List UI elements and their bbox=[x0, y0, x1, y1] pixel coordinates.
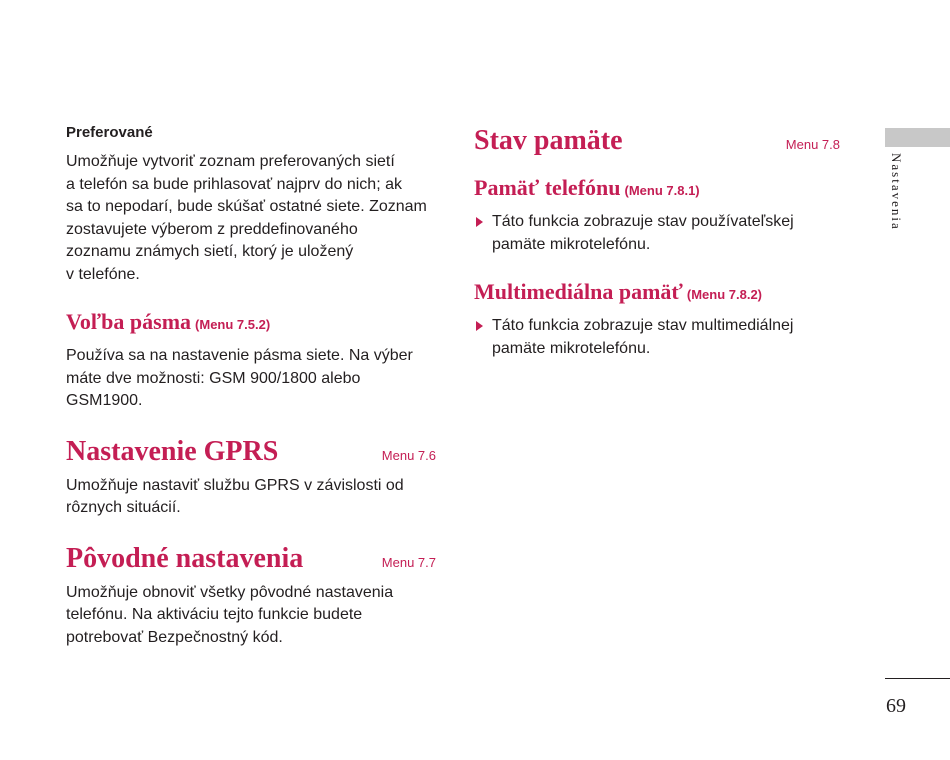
bullet-triangle-icon bbox=[476, 217, 483, 227]
section-volba-pasma bbox=[66, 308, 436, 413]
gprs-text: Umožňuje nastaviť službu GPRS v závislosti od rôznych situácií. bbox=[66, 476, 404, 516]
preferovane-heading: Preferované bbox=[66, 124, 153, 141]
right-column bbox=[474, 124, 840, 360]
multimedialna-menu: (Menu 7.8.2) bbox=[686, 287, 762, 302]
chapter-tab bbox=[885, 128, 950, 147]
section-pamat-telefonu bbox=[474, 174, 840, 256]
gprs-heading: Nastavenie GPRS bbox=[66, 435, 279, 467]
stav-heading: Stav pamäte bbox=[474, 125, 623, 156]
section-preferovane bbox=[66, 124, 436, 286]
volba-pasma-heading: Voľba pásma (Menu 7.5.2) bbox=[66, 309, 271, 334]
povodne-menu: Menu 7.7 bbox=[381, 554, 436, 570]
gprs-menu: Menu 7.6 bbox=[381, 447, 436, 463]
section-gprs bbox=[66, 435, 436, 520]
volba-pasma-text: Používa sa na nastavenie pásma siete. Na výber máte dve možnosti: GSM 900/1800 alebo GSM1900. bbox=[66, 347, 413, 409]
povodne-text: Umožňuje obnoviť všetky pôvodné nastavenia telefónu. Na aktiváciu tejto funkcie budete potrebovať Bezpečnostný kód. bbox=[66, 583, 394, 646]
stav-menu: Menu 7.8 bbox=[785, 137, 840, 152]
page-number: 69 bbox=[886, 695, 906, 717]
multimedialna-bullet: Táto funkcia zobrazuje stav multimediálnej pamäte mikrotelefónu. bbox=[474, 315, 840, 360]
section-multimedialna bbox=[474, 278, 840, 360]
chapter-label: Nastavenia bbox=[889, 153, 904, 231]
page-number-divider bbox=[885, 678, 950, 679]
bullet-triangle-icon bbox=[476, 321, 483, 331]
left-column bbox=[66, 124, 436, 649]
pamat-telefonu-heading: Pamäť telefónu (Menu 7.8.1) bbox=[474, 175, 700, 200]
preferovane-text: Umožňuje vytvoriť zoznam preferovaných sietí a telefón sa bude prihlasovať najprv do nich; ak sa to nepodarí, bude skúšať ostatné siete. Zoznam zostavujete výberom z preddefinovaného zoznamu známych sietí, ktorý je uložený v telefóne. bbox=[66, 153, 427, 283]
povodne-heading: Pôvodné nastavenia bbox=[66, 542, 304, 574]
multimedialna-heading: Multimediálna pamäť (Menu 7.8.2) bbox=[474, 279, 762, 304]
pamat-telefonu-menu: (Menu 7.8.1) bbox=[624, 183, 700, 198]
section-povodne bbox=[66, 542, 436, 650]
section-stav bbox=[474, 124, 840, 158]
volba-pasma-menu: (Menu 7.5.2) bbox=[195, 317, 271, 332]
pamat-telefonu-bullet: Táto funkcia zobrazuje stav používateľskej pamäte mikrotelefónu. bbox=[474, 211, 840, 256]
